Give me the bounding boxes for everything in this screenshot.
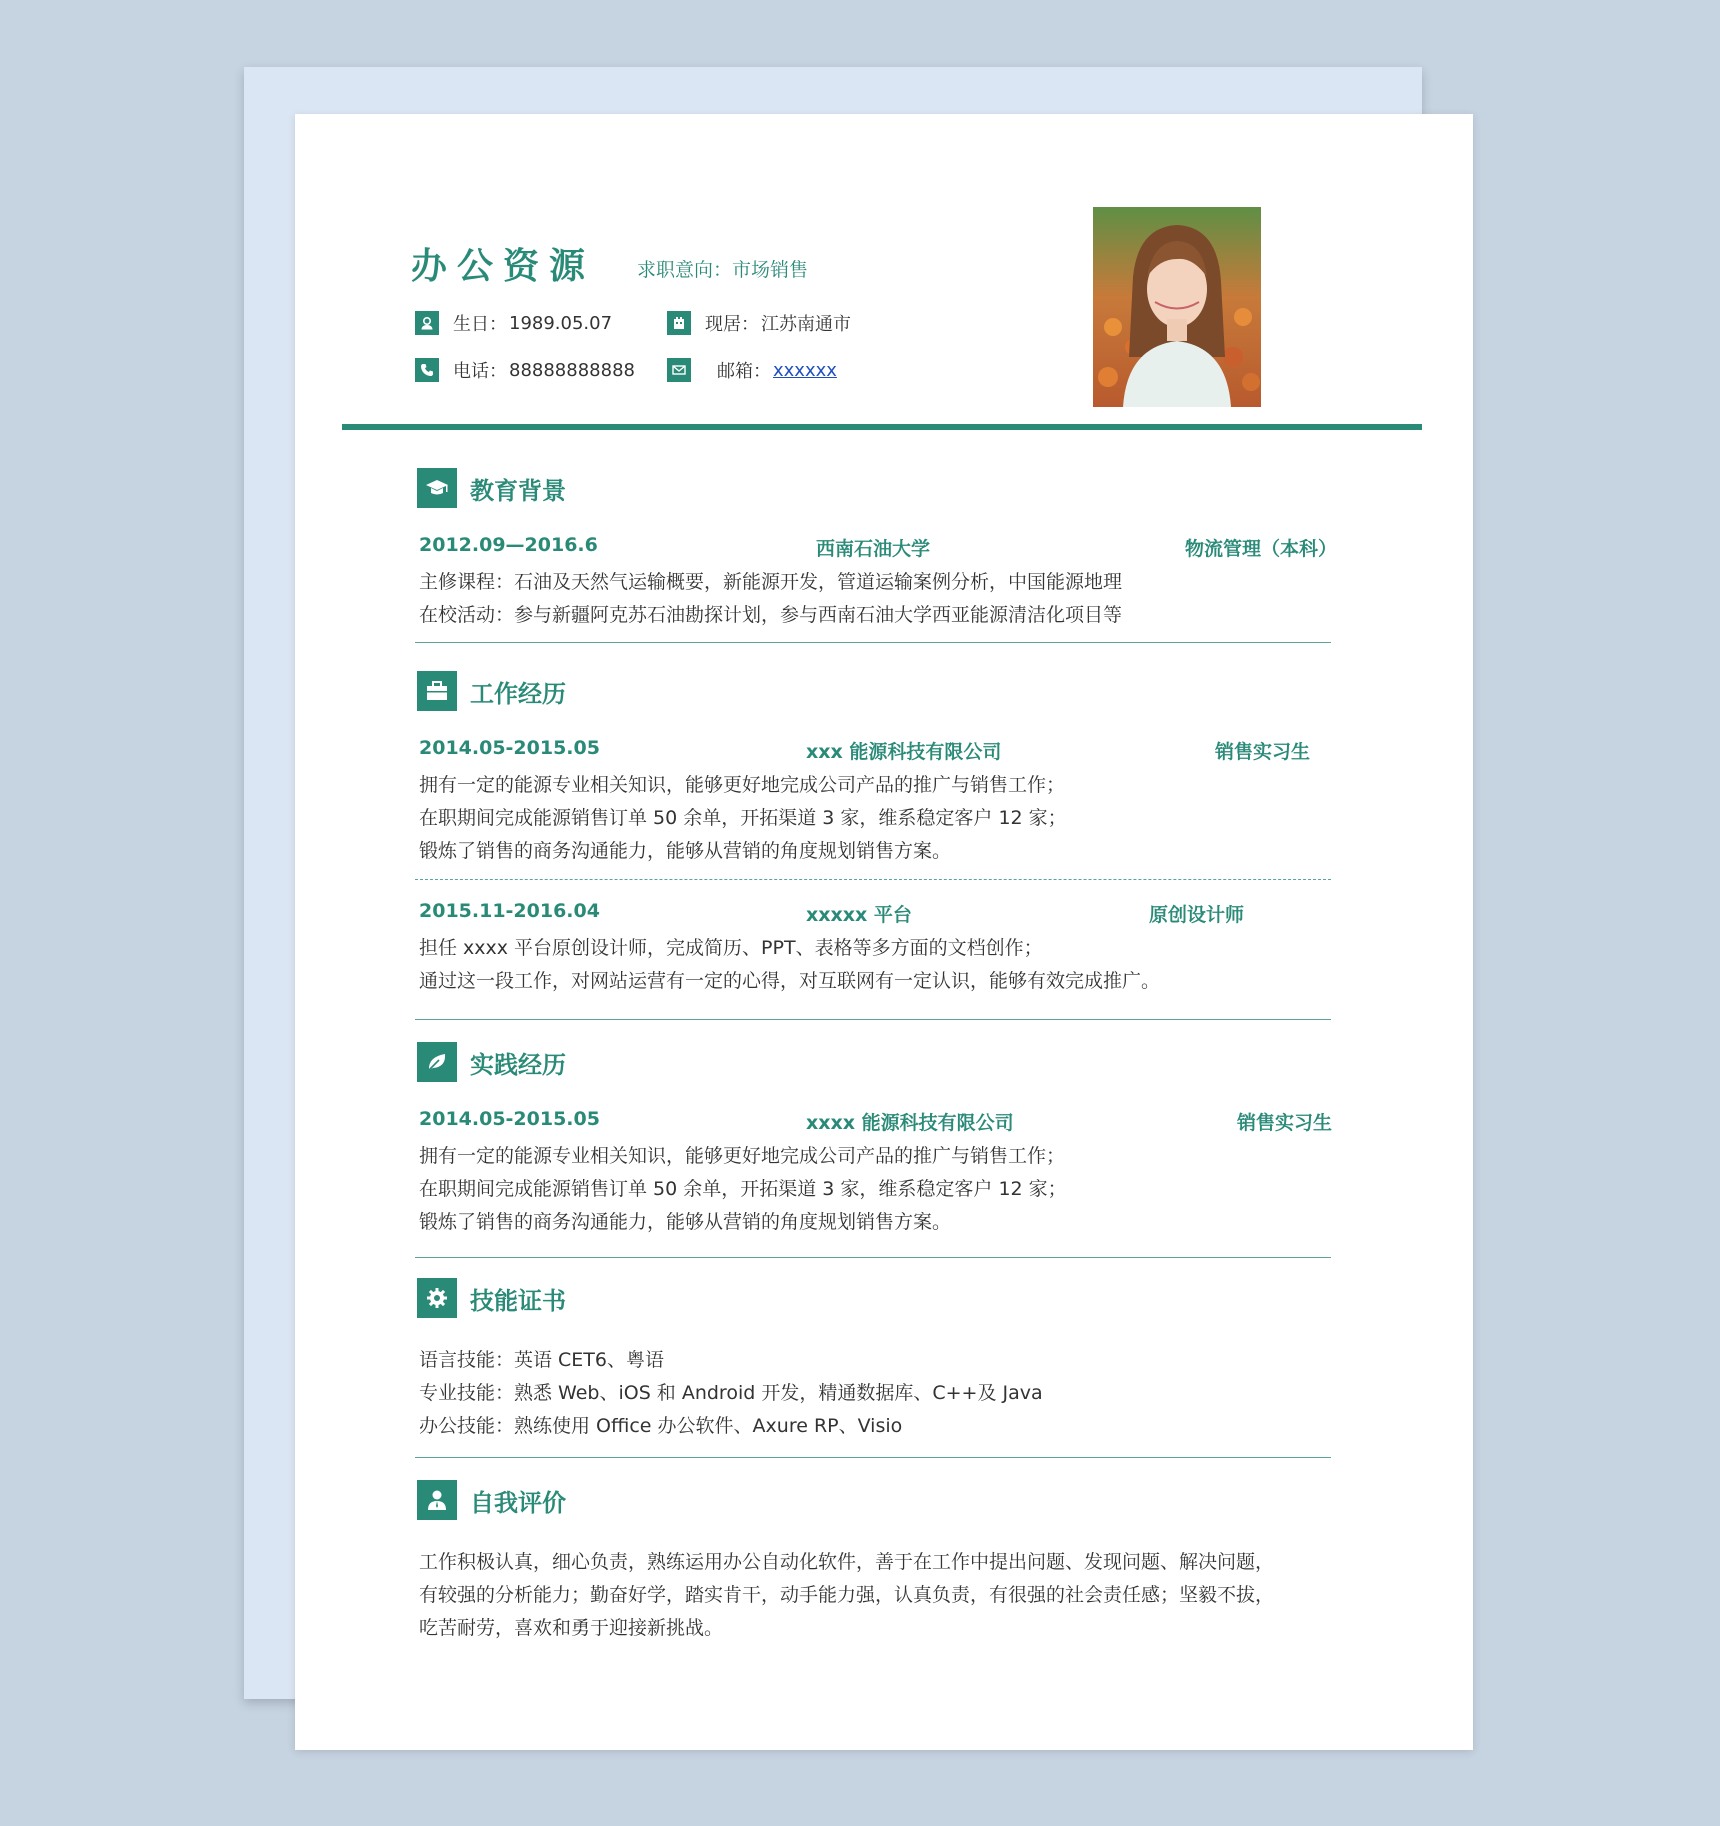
education-major: 物流管理（本科） bbox=[1185, 538, 1338, 560]
profile-photo bbox=[1093, 207, 1261, 407]
section-divider bbox=[415, 1019, 1331, 1020]
email-label: 邮箱： bbox=[717, 361, 771, 382]
briefcase-icon bbox=[417, 671, 457, 711]
job1-company: xxx 能源科技有限公司 bbox=[806, 741, 1002, 763]
email-info bbox=[667, 357, 837, 383]
self-line: 工作积极认真，细心负责，熟练运用办公自动化软件，善于在工作中提出问题、发现问题、解决问题， bbox=[419, 1551, 1275, 1573]
education-school: 西南石油大学 bbox=[816, 538, 931, 560]
job1-line: 拥有一定的能源专业相关知识，能够更好地完成公司产品的推广与销售工作； bbox=[419, 774, 1066, 796]
residence-info bbox=[667, 310, 851, 336]
job2-role: 原创设计师 bbox=[1149, 904, 1245, 926]
self-line: 吃苦耐劳，喜欢和勇于迎接新挑战。 bbox=[419, 1617, 724, 1639]
phone-label: 电话： bbox=[453, 361, 507, 382]
practice-line: 拥有一定的能源专业相关知识，能够更好地完成公司产品的推广与销售工作； bbox=[419, 1145, 1066, 1167]
residence-label: 现居： bbox=[705, 314, 759, 335]
section-divider bbox=[415, 1457, 1331, 1458]
building-icon bbox=[667, 311, 691, 335]
birth-info bbox=[415, 310, 612, 336]
job1-line: 锻炼了销售的商务沟通能力，能够从营销的角度规划销售方案。 bbox=[419, 840, 952, 862]
self-title: 自我评价 bbox=[470, 1488, 566, 1517]
work-heading bbox=[417, 671, 566, 711]
work-title: 工作经历 bbox=[470, 679, 566, 708]
job1-role: 销售实习生 bbox=[1215, 741, 1311, 763]
job2-line: 通过这一段工作，对网站运营有一定的心得，对互联网有一定认识，能够有效完成推广。 bbox=[419, 970, 1161, 992]
person-icon bbox=[417, 1480, 457, 1520]
practice-company: xxxx 能源科技有限公司 bbox=[806, 1112, 1014, 1134]
job1-line: 在职期间完成能源销售订单 50 余单，开拓渠道 3 家，维系稳定客户 12 家； bbox=[419, 807, 1067, 829]
practice-role: 销售实习生 bbox=[1237, 1112, 1333, 1134]
phone-info bbox=[415, 357, 635, 383]
leaf-icon bbox=[417, 1042, 457, 1082]
phone-value: 88888888888 bbox=[509, 359, 635, 381]
birth-label: 生日： bbox=[453, 314, 507, 335]
education-courses: 主修课程：石油及天然气运输概要，新能源开发，管道运输案例分析，中国能源地理 bbox=[419, 571, 1123, 593]
email-link[interactable]: xxxxxx bbox=[773, 359, 837, 381]
user-icon bbox=[415, 311, 439, 335]
education-period: 2012.09—2016.6 bbox=[419, 534, 598, 556]
skill-line: 语言技能：英语 CET6、粤语 bbox=[419, 1349, 665, 1371]
practice-line: 在职期间完成能源销售订单 50 余单，开拓渠道 3 家，维系稳定客户 12 家； bbox=[419, 1178, 1067, 1200]
practice-period: 2014.05-2015.05 bbox=[419, 1108, 600, 1130]
candidate-name: 办公资源 bbox=[411, 246, 596, 287]
self-heading bbox=[417, 1480, 566, 1520]
header-divider bbox=[342, 424, 1422, 430]
practice-title: 实践经历 bbox=[470, 1050, 566, 1079]
section-divider bbox=[415, 1257, 1331, 1258]
practice-heading bbox=[417, 1042, 566, 1082]
education-activities: 在校活动：参与新疆阿克苏石油勘探计划，参与西南石油大学西亚能源清洁化项目等 bbox=[419, 604, 1123, 626]
residence-value: 江苏南通市 bbox=[761, 314, 851, 335]
skill-line: 专业技能：熟悉 Web、iOS 和 Android 开发，精通数据库、C++及 Java bbox=[419, 1382, 1043, 1404]
job-divider bbox=[415, 879, 1331, 880]
job1-period: 2014.05-2015.05 bbox=[419, 737, 600, 759]
gear-icon bbox=[417, 1278, 457, 1318]
self-line: 有较强的分析能力；勤奋好学，踏实肯干，动手能力强，认真负责，有很强的社会责任感；坚毅不拔， bbox=[419, 1584, 1275, 1606]
job2-line: 担任 xxxx 平台原创设计师，完成简历、PPT、表格等多方面的文档创作； bbox=[419, 937, 1043, 959]
education-heading bbox=[417, 468, 566, 508]
birth-value: 1989.05.07 bbox=[509, 312, 613, 334]
resume-page bbox=[295, 114, 1473, 1750]
phone-icon bbox=[415, 358, 439, 382]
practice-line: 锻炼了销售的商务沟通能力，能够从营销的角度规划销售方案。 bbox=[419, 1211, 952, 1233]
section-divider bbox=[415, 642, 1331, 643]
job-intent: 求职意向：市场销售 bbox=[637, 259, 809, 281]
skills-title: 技能证书 bbox=[470, 1286, 566, 1315]
graduation-cap-icon bbox=[417, 468, 457, 508]
skill-line: 办公技能：熟练使用 Office 办公软件、Axure RP、Visio bbox=[419, 1415, 903, 1437]
education-title: 教育背景 bbox=[470, 476, 566, 505]
job2-period: 2015.11-2016.04 bbox=[419, 900, 600, 922]
mail-icon bbox=[667, 358, 691, 382]
skills-heading bbox=[417, 1278, 566, 1318]
job2-company: xxxxx 平台 bbox=[806, 904, 912, 926]
